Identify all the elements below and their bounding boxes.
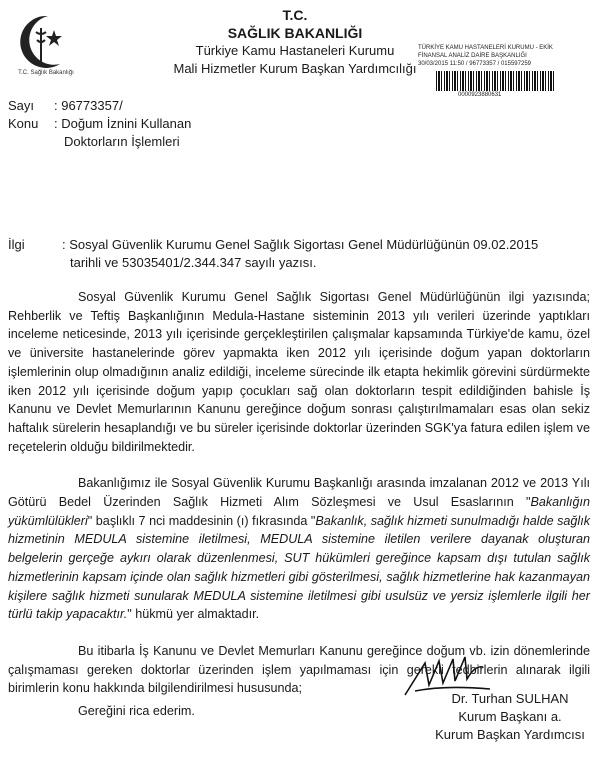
body-paragraph-2 <box>8 474 590 624</box>
p2-text-e: " hükmü yer almaktadır. <box>127 607 260 622</box>
barcode-icon <box>436 71 556 91</box>
letterhead-line-3: Türkiye Kamu Hastaneleri Kurumu <box>195 43 395 58</box>
konu-row <box>8 116 191 131</box>
signatory-title-2: Kurum Başkan Yardımcısı <box>435 727 585 742</box>
p2-italic-quote: Bakanlık, sağlık hizmeti sunulmadığı halde sağlık hizmetinin MEDULA sistemine iletilmesi, MEDULA sistemine iletilen verilere dayanak oluşturan belgelerin gerçeğe aykırı olarak düzenlenmesi, SUT hükümleri gereğince kapsam dışı tutulan sağlık hizmetlerinin kapsam içinde olan sağlık hizmetleri gibi gösterilmesi, sağlık hizmetlerine hak kazanmayan kişilere sağlık hizmeti sunularak MEDULA sistemine iletilmesi gibi usulsüz ve yersiz işlemlerle ilgili her türlü takip yapacaktır. <box>8 513 591 622</box>
letterhead-line-1: T.C. <box>282 7 308 23</box>
stamp-line-2: FİNANSAL ANALİZ DAİRE BAŞKANLIĞI <box>418 53 527 59</box>
letterhead-line-4: Mali Hizmetler Kurum Başkan Yardımcılığı <box>173 61 417 76</box>
registry-stamp <box>418 44 596 99</box>
body-paragraph-1: Sosyal Güvenlik Kurumu Genel Sağlık Sigortası Genel Müdürlüğünün ilgi yazısında; Rehberlik ve Teftiş Başkanlığının Medula-Hastane sisteminin 2013 yılı verileri üzerinde yaptıkları inceleme neticesinde, 2013 yılı içerisinde gerçekleştirilen çalışmalar kapsamında Türkiye'de kamu, özel ve üniversite hastanelerinde görev yapmakta iken 2012 yılı içerisinde doğum yapan doktorların işlemlerinin olup olmadığının analiz edildiği, inceleme sürecinde ilk etapta hekimlik görevini sürdürmekte iken 2012 yılı içerisinde doğum yapıp çocukları sağ olan doktorların tespit edildiğinden bahisle İş Kanunu ve Devlet Memurlarının Kanunu gereğince doğum sonrası çalıştırılmamaları esas olan sekiz haftalık sürelerin hesaplandığı ve bu süreler içerisinde doktorlar üzerinden SGK'ya fatura edilen işlem ve reçetelerin olduğu bildirilmektedir. <box>8 290 590 454</box>
p2-text-a: Bakanlığımız ile Sosyal Güvenlik Kurumu Başkanlığı arasında imzalanan 2012 ve 2013 Yılı Götürü Bedel Üzerinden Sağlık Hizmeti Alım Sözleşmesi ve Usul Esaslarının " <box>8 476 590 510</box>
konu-label: Konu <box>8 116 39 131</box>
stamp-line-1: TÜRKİYE KAMU HASTANELERİ KURUMU - EKİK <box>418 45 553 51</box>
ilgi-label: İlgi <box>8 237 25 252</box>
ilgi-line-2: tarihli ve 53035401/2.344.347 sayılı yazısı. <box>70 255 317 270</box>
konu-row-2 <box>64 134 180 149</box>
konu-value-2: Doktorların İşlemleri <box>64 134 180 149</box>
ilgi-value <box>62 236 587 272</box>
ilgi-line-1: : Sosyal Güvenlik Kurumu Genel Sağlık Sigortası Genel Müdürlüğünün 09.02.2015 <box>62 237 539 252</box>
signatory-name: Dr. Turhan SULHAN <box>451 691 569 706</box>
letterhead <box>130 6 460 78</box>
ministry-logo-icon <box>8 6 78 96</box>
signature-block <box>420 690 600 744</box>
barcode-number: 0000923880631 <box>458 92 502 98</box>
logo-caption: T.C. Sağlık Bakanlığı <box>18 70 74 76</box>
stamp-line-3: 30/03/2015 11:50 / 96773357 / 015597259 <box>418 61 531 67</box>
sayi-row <box>8 98 123 113</box>
konu-value: : Doğum İznini Kullanan <box>54 116 192 131</box>
body-paragraph-4: Gereğini rica ederim. <box>78 704 195 719</box>
signatory-title-1: Kurum Başkanı a. <box>458 709 562 724</box>
body-paragraph-3: Bu itibarla İş Kanunu ve Devlet Memurları Kanunu gereğince doğum vb. izin dönemlerinde çalışmaması gereken doktorlar üzerinden işlem yapılmaması için gerekli tedbirlerin alınarak ilgili birimlerin konu hakkında bilgilendirilmesi hususunda; <box>8 643 590 696</box>
sayi-value: : 96773357/ <box>54 98 123 113</box>
p2-italic-title: Bakanlığın yükümlülükleri <box>8 495 590 528</box>
letterhead-line-2: SAĞLIK BAKANLIĞI <box>227 25 363 41</box>
sayi-label: Sayı <box>8 98 35 113</box>
p2-text-c: " başlıklı 7 nci maddesinin (ı) fıkrasında " <box>87 513 316 528</box>
